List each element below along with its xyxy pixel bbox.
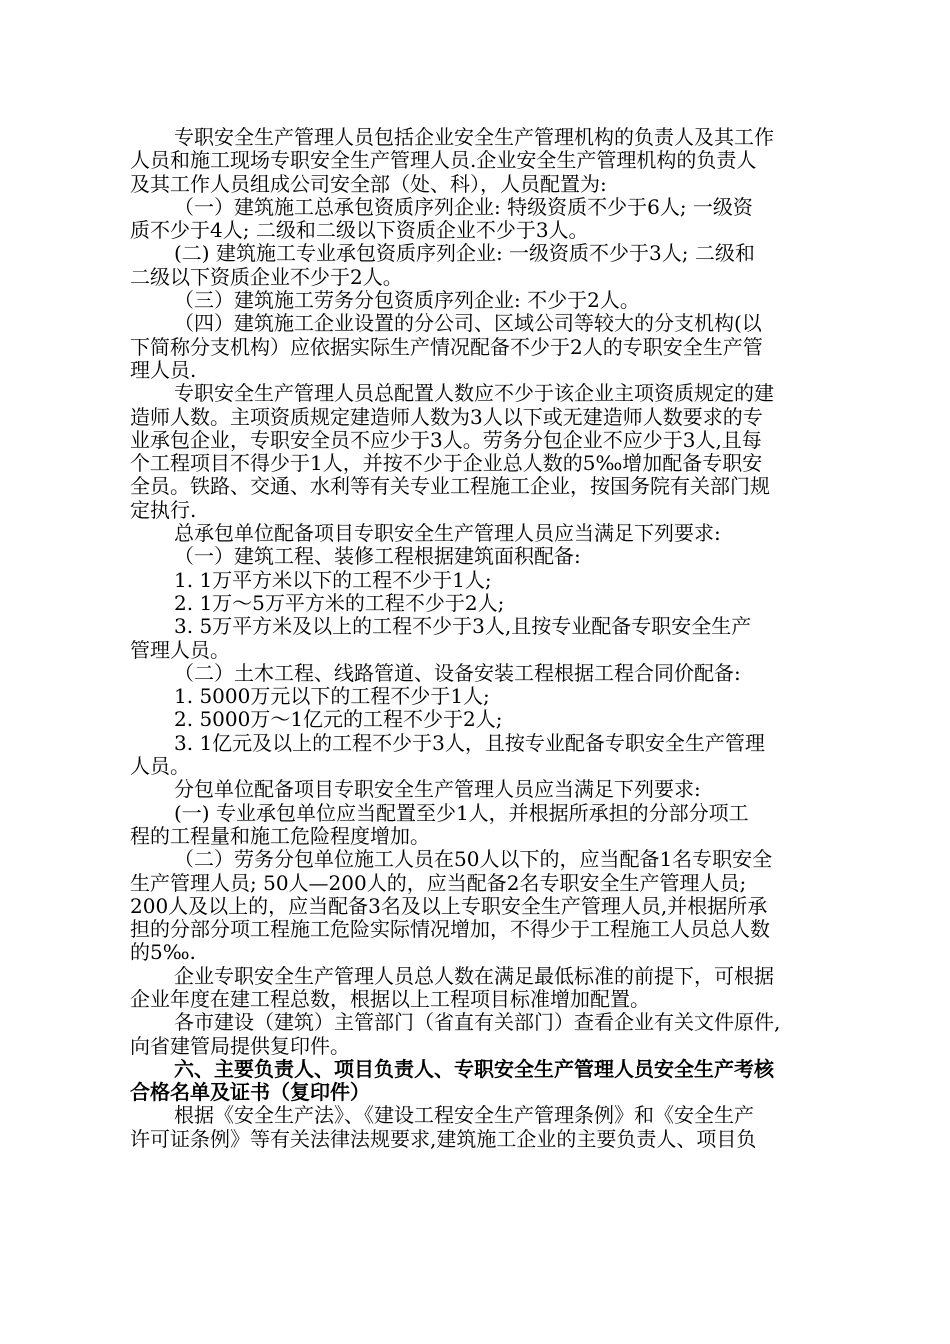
paragraph-line: 下简称分支机构）应依据实际生产情况配备不少于2人的专职安全生产管 <box>130 334 763 359</box>
document-page <box>130 126 858 1151</box>
paragraph-line: 3. 1亿元及以上的工程不少于3人，且按专业配备专职安全生产管理 <box>174 730 765 755</box>
paragraph-line: 造师人数。主项资质规定建造师人数为3人以下或无建造师人数要求的专 <box>130 404 763 429</box>
paragraph-line: 人员和施工现场专职安全生产管理人员.企业安全生产管理机构的负责人 <box>130 148 757 173</box>
paragraph-line: 2. 5000万～1亿元的工程不少于2人; <box>174 707 503 732</box>
paragraph-line: 各市建设（建筑）主管部门（省直有关部门）查看企业有关文件原件, <box>174 1010 781 1035</box>
paragraph-line: 企业年度在建工程总数，根据以上工程项目标准增加配置。 <box>130 986 650 1011</box>
paragraph-line: 质不少于4人; 二级和二级以下资质企业不少于3人。 <box>130 218 589 243</box>
paragraph-line: 生产管理人员; 50人—200人的，应当配备2名专职安全生产管理人员; <box>130 870 747 895</box>
paragraph-line: 分包单位配备项目专职安全生产管理人员应当满足下列要求: <box>174 777 701 802</box>
paragraph-line: 1. 1万平方米以下的工程不少于1人; <box>174 567 492 592</box>
paragraph-line: 1. 5000万元以下的工程不少于1人; <box>174 684 490 709</box>
paragraph-line: 程的工程量和施工危险程度增加。 <box>130 823 430 848</box>
paragraph-line: （三）建筑施工劳务分包资质序列企业: 不少于2人。 <box>174 288 640 313</box>
paragraph-line: 3. 5万平方米及以上的工程不少于3人,且按专业配备专职安全生产 <box>174 614 752 639</box>
paragraph-line: 200人及以上的，应当配备3名及以上专职安全生产管理人员,并根据所承 <box>130 893 768 918</box>
paragraph-line: 担的分部分项工程施工危险实际情况增加，不得少于工程施工人员总人数 <box>130 917 770 942</box>
paragraph-line: （二）劳务分包单位施工人员在50人以下的，应当配备1名专职安全 <box>174 847 773 872</box>
paragraph-line: 的5‰. <box>130 940 196 965</box>
paragraph-line: 理人员. <box>130 357 197 382</box>
paragraph-line: 全员。铁路、交通、水利等有关专业工程施工企业，按国务院有关部门规 <box>130 474 770 499</box>
paragraph-line: （二）土木工程、线路管道、设备安装工程根据工程合同价配备: <box>174 660 741 685</box>
paragraph-line: 向省建管局提供复印件。 <box>130 1033 350 1058</box>
paragraph-line: 人员。 <box>130 754 190 779</box>
paragraph-line: 许可证条例》等有关法律法规要求,建筑施工企业的主要负责人、项目负 <box>130 1126 757 1151</box>
paragraph-line: （四）建筑施工企业设置的分公司、区域公司等较大的分支机构(以 <box>174 311 762 336</box>
paragraph-line: (一) 专业承包单位应当配置至少1人，并根据所承担的分部分项工 <box>174 800 749 825</box>
paragraph-line: 专职安全生产管理人员总配置人数应不少于该企业主项资质规定的建 <box>174 381 774 406</box>
paragraph-line: 及其工作人员组成公司安全部（处、科），人员配置为: <box>130 171 607 196</box>
paragraph-line: 定执行. <box>130 497 197 522</box>
section-heading-line: 合格名单及证书（复印件） <box>130 1080 370 1105</box>
paragraph-line: 管理人员。 <box>130 637 230 662</box>
paragraph-line: 专职安全生产管理人员包括企业安全生产管理机构的负责人及其工作 <box>174 125 774 149</box>
paragraph-line: (二) 建筑施工专业承包资质序列企业: 一级资质不少于3人; 二级和 <box>174 241 755 266</box>
paragraph-line: （一）建筑工程、装修工程根据建筑面积配备: <box>174 544 581 569</box>
paragraph-line: 根据《安全生产法》、《建设工程安全生产管理条例》和《安全生产 <box>174 1103 754 1128</box>
paragraph-line: 2. 1万～5万平方米的工程不少于2人; <box>174 590 505 615</box>
paragraph-line: 个工程项目不得少于1人，并按不少于企业总人数的5‰增加配备专职安 <box>130 451 763 476</box>
paragraph-line: 业承包企业，专职安全员不应少于3人。劳务分包企业不应少于3人,且每 <box>130 427 762 452</box>
paragraph-line: 二级以下资质企业不少于2人。 <box>130 264 403 289</box>
paragraph-line: （一）建筑施工总承包资质序列企业: 特级资质不少于6人; 一级资 <box>174 194 753 219</box>
section-heading-line: 六、主要负责人、项目负责人、专职安全生产管理人员安全生产考核 <box>174 1056 774 1081</box>
paragraph-line: 企业专职安全生产管理人员总人数在满足最低标准的前提下，可根据 <box>174 963 774 988</box>
paragraph-line: 总承包单位配备项目专职安全生产管理人员应当满足下列要求: <box>174 521 721 546</box>
